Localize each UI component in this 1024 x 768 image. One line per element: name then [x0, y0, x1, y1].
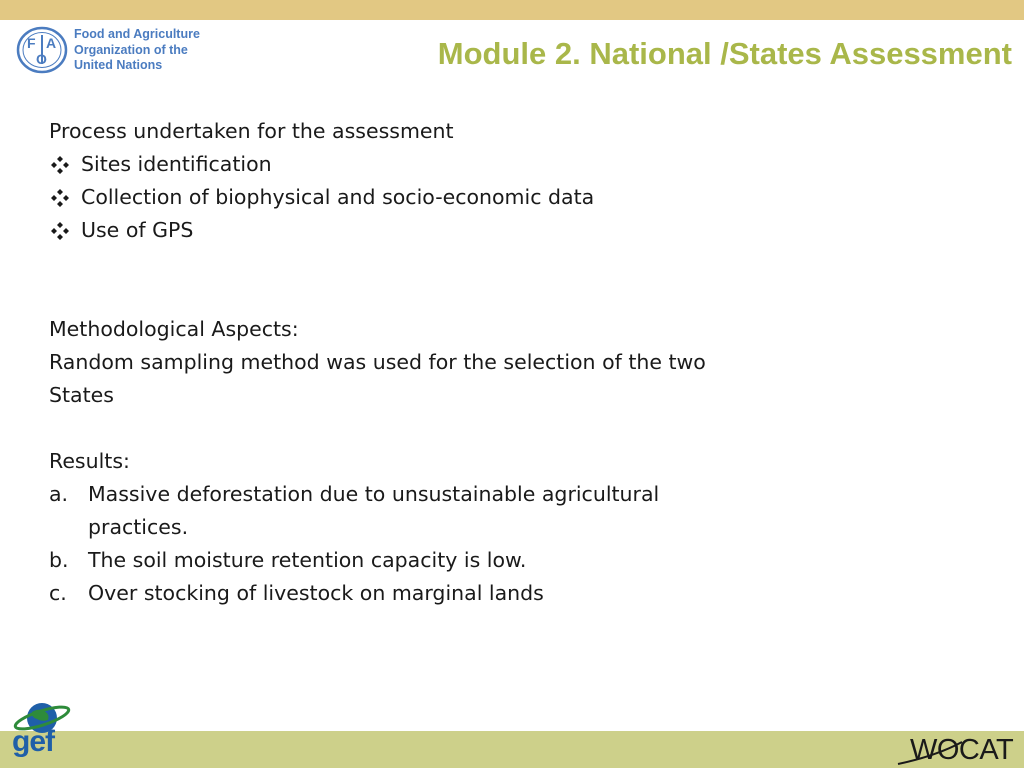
- fao-org-line-3: United Nations: [74, 58, 163, 72]
- spacer: [49, 247, 749, 313]
- diamond-bullet-icon: [49, 220, 71, 242]
- bottom-accent-bar: [0, 731, 1024, 768]
- svg-text:O: O: [36, 51, 47, 67]
- gef-label: gef: [12, 725, 54, 758]
- diamond-bullet-icon: [49, 187, 71, 209]
- gef-logo: [10, 698, 74, 766]
- result-text-continuation: practices.: [88, 515, 189, 539]
- fao-emblem-icon: [16, 26, 68, 74]
- wocat-logo: [896, 734, 1020, 766]
- result-marker: b.: [49, 548, 69, 572]
- result-item: [49, 544, 749, 577]
- slide-body: [49, 115, 749, 610]
- methodology-text-line: States: [49, 383, 114, 407]
- process-heading: Process undertaken for the assessment: [49, 119, 454, 143]
- fao-logo: [16, 24, 216, 76]
- result-marker: a.: [49, 482, 69, 506]
- slide-title: Module 2. National /States Assessment: [437, 36, 1012, 71]
- result-marker: c.: [49, 581, 67, 605]
- fao-org-name: [74, 27, 200, 74]
- diamond-bullet-icon: [49, 154, 71, 176]
- svg-text:A: A: [46, 35, 57, 51]
- process-item-label: Sites identification: [81, 152, 272, 176]
- result-text: Over stocking of livestock on marginal lands: [88, 581, 544, 605]
- process-item: [49, 181, 749, 214]
- result-item: [49, 577, 749, 610]
- process-item-label: Use of GPS: [81, 218, 194, 242]
- top-accent-bar: [0, 0, 1024, 20]
- fao-org-line-1: Food and Agriculture: [74, 27, 200, 41]
- result-item: [49, 478, 749, 511]
- methodology-text-line: Random sampling method was used for the selection of the two: [49, 350, 706, 374]
- fao-org-line-2: Organization of the: [74, 42, 188, 57]
- wocat-label: WOCAT: [910, 734, 1014, 766]
- result-text: Massive deforestation due to unsustainable agricultural: [88, 482, 660, 506]
- spacer: [49, 412, 749, 445]
- methodology-heading: Methodological Aspects:: [49, 317, 299, 341]
- process-item: [49, 148, 749, 181]
- process-item: [49, 214, 749, 247]
- results-heading: Results:: [49, 449, 130, 473]
- process-item-label: Collection of biophysical and socio-economic data: [81, 185, 595, 209]
- svg-text:F: F: [27, 35, 36, 51]
- result-text: The soil moisture retention capacity is low.: [88, 548, 527, 572]
